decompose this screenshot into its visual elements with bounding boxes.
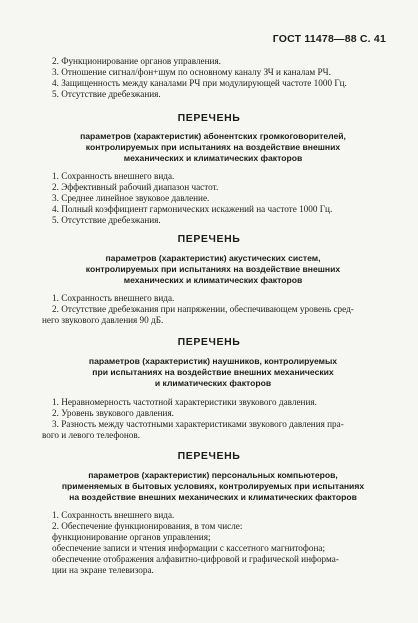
list-item: 1. Сохранность внешнего вида. — [52, 171, 175, 181]
section-subtitle-line: на воздействие внешних механических и климатических факторов — [69, 492, 357, 502]
list-item: 1. Неравномерность частотной характеристики звукового давления. — [52, 397, 317, 407]
list-item: 3. Отношение сигнал/фон+шум по основному каналу ЗЧ и каналам РЧ. — [52, 67, 331, 77]
section-subtitle-line: механических и климатических факторов — [123, 153, 303, 163]
list-item: ции на экране телевизора. — [52, 565, 154, 575]
section-subtitle-line: при испытаниях на воздействие внешних механических — [92, 367, 334, 377]
list-item: 3. Среднее линейное звуковое давление. — [52, 193, 210, 203]
list-item: 1. Сохранность внешнего вида. — [52, 293, 175, 303]
list-item: 1. Сохранность внешнего вида. — [52, 510, 175, 520]
section-subtitle-line: параметров (характеристик) персональных компьютеров, — [88, 470, 338, 480]
list-item: 4. Полный коэффициент гармонических искажений на частоте 1000 Гц. — [52, 204, 333, 214]
list-item: 5. Отсутствие дребезжания. — [52, 215, 161, 225]
list-item: обеспечение отображения алфавитно-цифровой и графической информа- — [52, 554, 339, 564]
list-item: 4. Защищенность между каналами РЧ при модулирующей частоте 1000 Гц. — [52, 78, 347, 88]
list-item: 2. Функционирование органов управления. — [52, 56, 221, 66]
list-item: 2. Уровень звукового давления. — [52, 408, 174, 418]
list-item: 2. Отсутствие дребезжания при напряжении, обеспечивающем уровень сред- — [52, 304, 354, 314]
section-subtitle-line: и климатических факторов — [154, 378, 272, 388]
section-subtitle-line: контролируемых при испытаниях на воздействие внешних — [85, 142, 341, 152]
list-item: 2. Эффективный рабочий диапазон частот. — [52, 182, 219, 192]
list-item: 5. Отсутствие дребезжания. — [52, 89, 161, 99]
section-title: ПЕРЕЧЕНЬ — [177, 450, 241, 462]
section-title: ПЕРЕЧЕНЬ — [177, 233, 241, 245]
list-item: 3. Разность между частотными характеристиками звукового давления пра- — [52, 419, 344, 429]
section-subtitle-line: параметров (характеристик) абонентских громкоговорителей, — [80, 131, 346, 141]
list-item: обеспечение записи и чтения информации с кассетного магнитофона; — [52, 543, 325, 553]
section-title: ПЕРЕЧЕНЬ — [177, 112, 241, 124]
list-item: функционирование органов управления; — [52, 532, 211, 542]
list-item-continuation: вого и левого телефонов. — [42, 430, 141, 440]
section-subtitle-line: параметров (характеристик) акустических систем, — [105, 253, 321, 263]
section-title: ПЕРЕЧЕНЬ — [177, 336, 241, 348]
section-subtitle-line: применяемых в бытовых условиях, контролируемых при испытаниях — [61, 481, 365, 491]
section-subtitle-line: контролируемых при испытаниях на воздействие внешних — [85, 264, 341, 274]
section-subtitle-line: параметров (характеристик) наушников, контролируемых — [88, 356, 338, 366]
section-subtitle-line: механических и климатических факторов — [123, 275, 303, 285]
page-header: ГОСТ 11478—88 С. 41 — [272, 33, 386, 45]
list-item: 2. Обеспечение функционирования, в том числе: — [52, 521, 243, 531]
list-item-continuation: него звукового давления 90 дБ. — [42, 315, 164, 325]
